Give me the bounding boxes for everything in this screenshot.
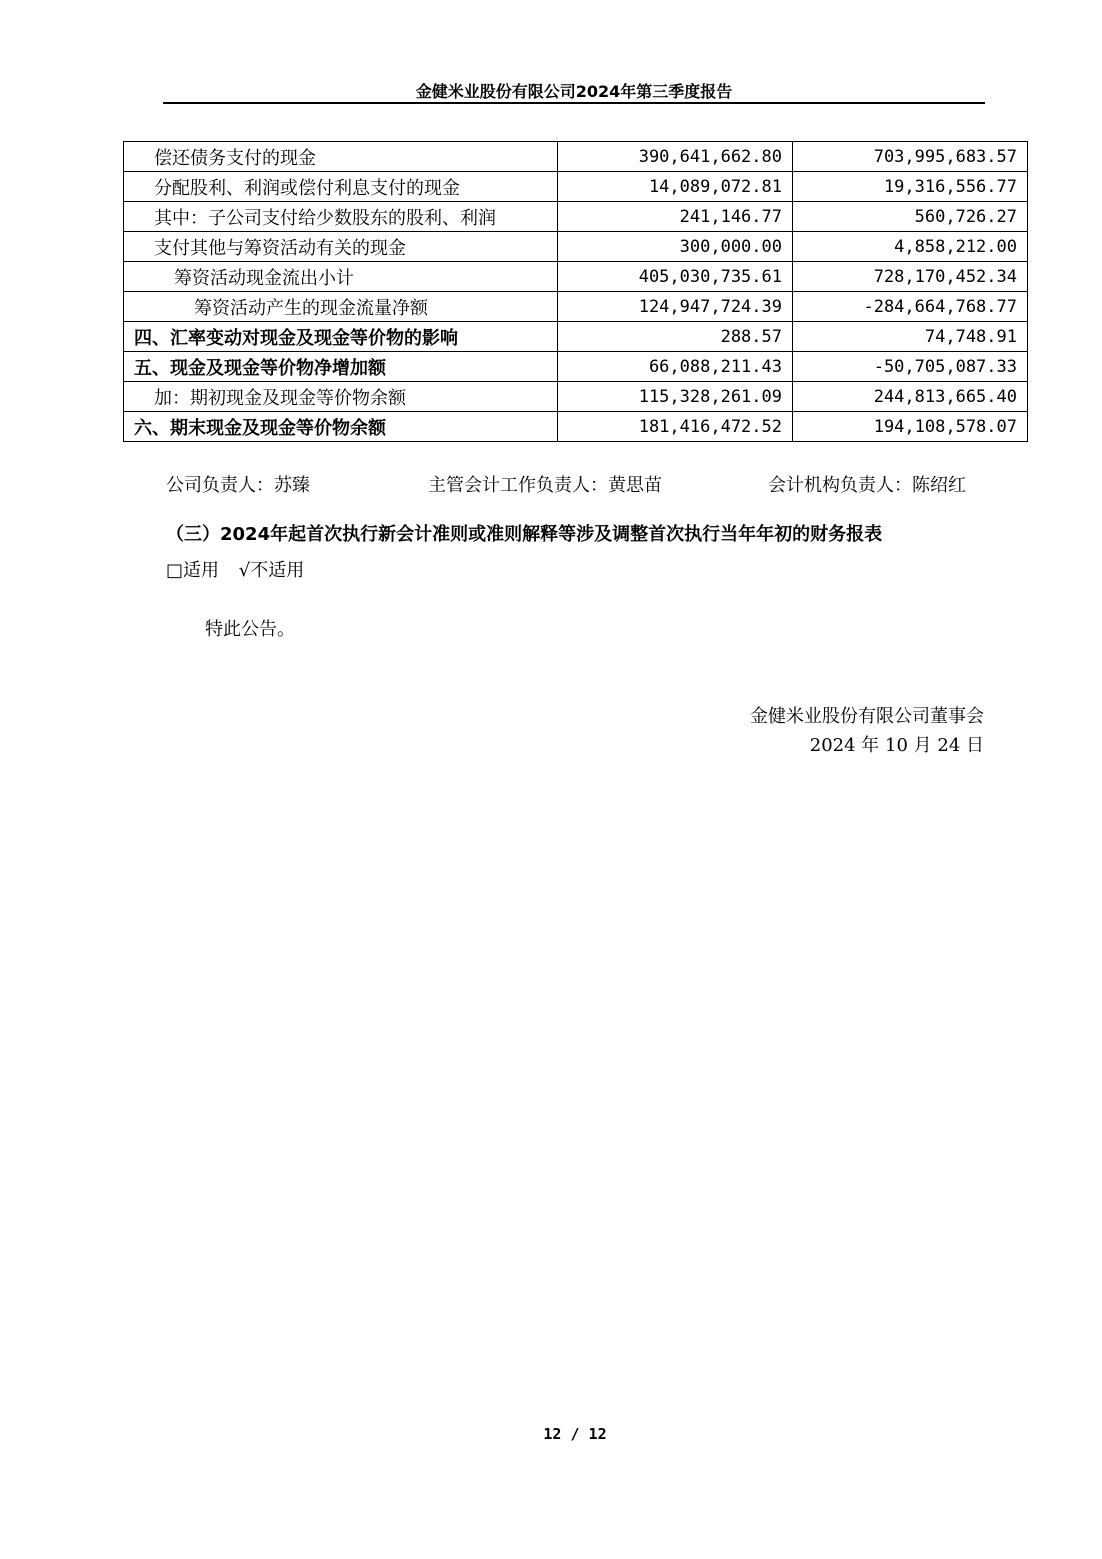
row-label: 筹资活动现金流出小计: [124, 262, 558, 292]
previous-period-value: 703,995,683.57: [793, 142, 1028, 172]
table-row: [124, 412, 1028, 442]
page-number: 12 / 12: [543, 1425, 607, 1443]
row-label: 支付其他与筹资活动有关的现金: [124, 232, 558, 262]
table-row: [124, 322, 1028, 352]
option-applicable: □适用: [166, 560, 220, 581]
table-row: [124, 202, 1028, 232]
previous-period-value: 244,813,665.40: [793, 382, 1028, 412]
current-period-value: 124,947,724.39: [558, 292, 793, 322]
row-label: 分配股利、利润或偿付利息支付的现金: [124, 172, 558, 202]
current-period-value: 66,088,211.43: [558, 352, 793, 382]
table-row: [124, 352, 1028, 382]
row-label: 四、汇率变动对现金及现金等价物的影响: [124, 322, 558, 352]
row-label: 五、现金及现金等价物净增加额: [124, 352, 558, 382]
current-period-value: 300,000.00: [558, 232, 793, 262]
notice-text: 特此公告。: [205, 619, 295, 640]
row-label: 六、期末现金及现金等价物余额: [124, 412, 558, 442]
board-signature: 金健米业股份有限公司董事会: [750, 706, 984, 727]
signatories-line: [0, 471, 1102, 497]
current-period-value: 115,328,261.09: [558, 382, 793, 412]
current-period-value: 288.57: [558, 322, 793, 352]
applicability-options: [166, 556, 318, 582]
previous-period-value: 194,108,578.07: [793, 412, 1028, 442]
table-row: [124, 382, 1028, 412]
company-head: 公司负责人：苏臻: [166, 475, 310, 496]
previous-period-value: 4,858,212.00: [793, 232, 1028, 262]
table-row: [124, 232, 1028, 262]
current-period-value: 241,146.77: [558, 202, 793, 232]
table-row: [124, 142, 1028, 172]
previous-period-value: 19,316,556.77: [793, 172, 1028, 202]
row-label: 偿还债务支付的现金: [124, 142, 558, 172]
table-row: [124, 172, 1028, 202]
table-row: [124, 292, 1028, 322]
previous-period-value: 74,748.91: [793, 322, 1028, 352]
cash-flow-table: [123, 141, 1028, 442]
previous-period-value: 560,726.27: [793, 202, 1028, 232]
previous-period-value: -284,664,768.77: [793, 292, 1028, 322]
previous-period-value: 728,170,452.34: [793, 262, 1028, 292]
table-row: [124, 262, 1028, 292]
accounting-head: 主管会计工作负责人：黄思苗: [428, 475, 662, 496]
current-period-value: 14,089,072.81: [558, 172, 793, 202]
option-not-applicable: √不适用: [238, 560, 305, 581]
signature-date: 2024 年 10 月 24 日: [809, 735, 984, 756]
accounting-org-head: 会计机构负责人：陈绍红: [768, 475, 966, 496]
previous-period-value: -50,705,087.33: [793, 352, 1028, 382]
current-period-value: 405,030,735.61: [558, 262, 793, 292]
row-label: 筹资活动产生的现金流量净额: [124, 292, 558, 322]
current-period-value: 181,416,472.52: [558, 412, 793, 442]
current-period-value: 390,641,662.80: [558, 142, 793, 172]
header-divider: [163, 102, 985, 104]
report-header-title: 金健米业股份有限公司2024年第三季度报告: [415, 82, 733, 101]
section-three-title: （三）2024年起首次执行新会计准则或准则解释等涉及调整首次执行当年年初的财务报表: [166, 524, 883, 545]
row-label: 其中：子公司支付给少数股东的股利、利润: [124, 202, 558, 232]
row-label: 加：期初现金及现金等价物余额: [124, 382, 558, 412]
